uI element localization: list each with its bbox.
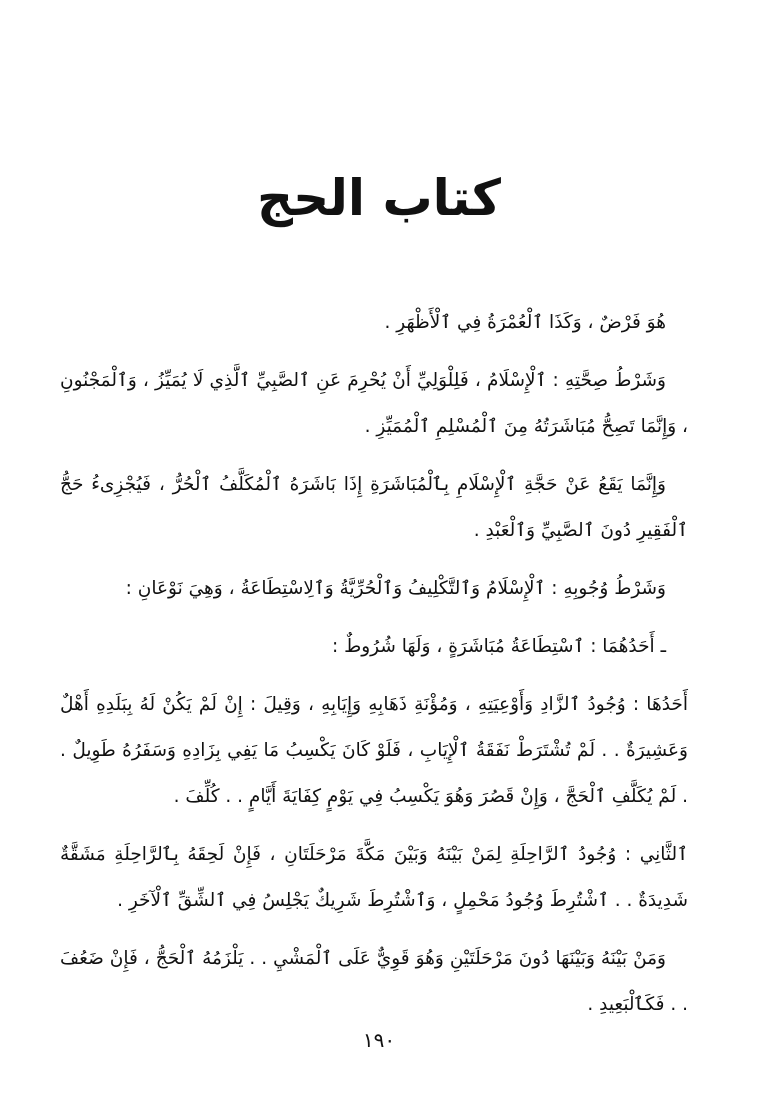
paragraph-4: وَشَرْطُ وُجُوبِهِ : ٱلْإِسْلَامُ وَٱلتَّكْلِيفُ وَٱلْحُرِّيَّةُ وَٱلِاسْتِطَاعَةُ ، وَهِيَ نَوْعَانِ : [125,578,666,599]
paragraph-7: ٱلثَّانِي : وُجُودُ ٱلرَّاحِلَةِ لِمَنْ بَيْنَهُ وَبَيْنَ مَكَّةَ مَرْحَلَتَانِ ، فَإِنْ لَحِقَهُ بِٱلرَّاحِلَةِ مَشَقَّةٌ شَدِيدَةٌ . . ٱشْتُرِطَ وُجُودُ مَحْمِلٍ ، وَٱشْتُرِطَ شَرِيكٌ يَجْلِسُ فِي ٱلشِّقِّ ٱلْآخَرِ . [60,844,688,911]
paragraph-3: وَإِنَّمَا يَقَعُ عَنْ حَجَّةِ ٱلْإِسْلَامِ بِٱلْمُبَاشَرَةِ إِذَا بَاشَرَهُ ٱلْمُكَلَّفُ ٱلْحُرُّ ، فَيُجْزِىءُ حَجُّ ٱلْفَقِيرِ دُونَ ٱلصَّبِيِّ وَٱلْعَبْدِ . [60,474,688,541]
paragraph-2: وَشَرْطُ صِحَّتِهِ : ٱلْإِسْلَامُ ، فَلِلْوَلِيِّ أَنْ يُحْرِمَ عَنِ ٱلصَّبِيِّ ٱلَّذِي لَا يُمَيِّزُ ، وَٱلْمَجْنُونِ ، وَإِنَّمَا تَصِحُّ مُبَاشَرَتُهُ مِنَ ٱلْمُسْلِمِ ٱلْمُمَيِّزِ . [60,370,688,437]
body-text [60,300,688,1040]
chapter-title: كتاب الحج [257,169,501,227]
paragraph-8: وَمَنْ بَيْنَهُ وَبَيْنَهَا دُونَ مَرْحَلَتَيْنِ وَهُوَ قَوِيٌّ عَلَى ٱلْمَشْيِ . . يَلْزَمُهُ ٱلْحَجُّ ، فَإِنْ ضَعُفَ . . فَكَٱلْبَعِيدِ . [60,948,688,1015]
paragraph-5: ـ أَحَدُهُمَا : ٱسْتِطَاعَةُ مُبَاشَرَةٍ ، وَلَهَا شُرُوطٌ : [332,636,666,657]
paragraph-6: أَحَدُهَا : وُجُودُ ٱلزَّادِ وَأَوْعِيَتِهِ ، وَمُؤْنَةِ ذَهَابِهِ وَإِيَابِهِ ، وَقِيلَ : إِنْ لَمْ يَكُنْ لَهُ بِبَلَدِهِ أَهْلٌ وَعَشِيرَةٌ . . لَمْ تُشْتَرَطْ نَفَقَةُ ٱلْإِيَابِ ، فَلَوْ كَانَ يَكْسِبُ مَا يَفِي بِزَادِهِ وَسَفَرُهُ طَوِيلٌ . . لَمْ يُكَلَّفِ ٱلْحَجَّ ، وَإِنْ قَصُرَ وَهُوَ يَكْسِبُ فِي يَوْمٍ كِفَايَةَ أَيَّامٍ . . كُلِّفَ . [60,694,688,807]
page-number: ١٩٠ [362,1028,396,1052]
paragraph-1: هُوَ فَرْضٌ ، وَكَذَا ٱلْعُمْرَةُ فِي ٱلْأَظْهَرِ . [384,312,666,333]
